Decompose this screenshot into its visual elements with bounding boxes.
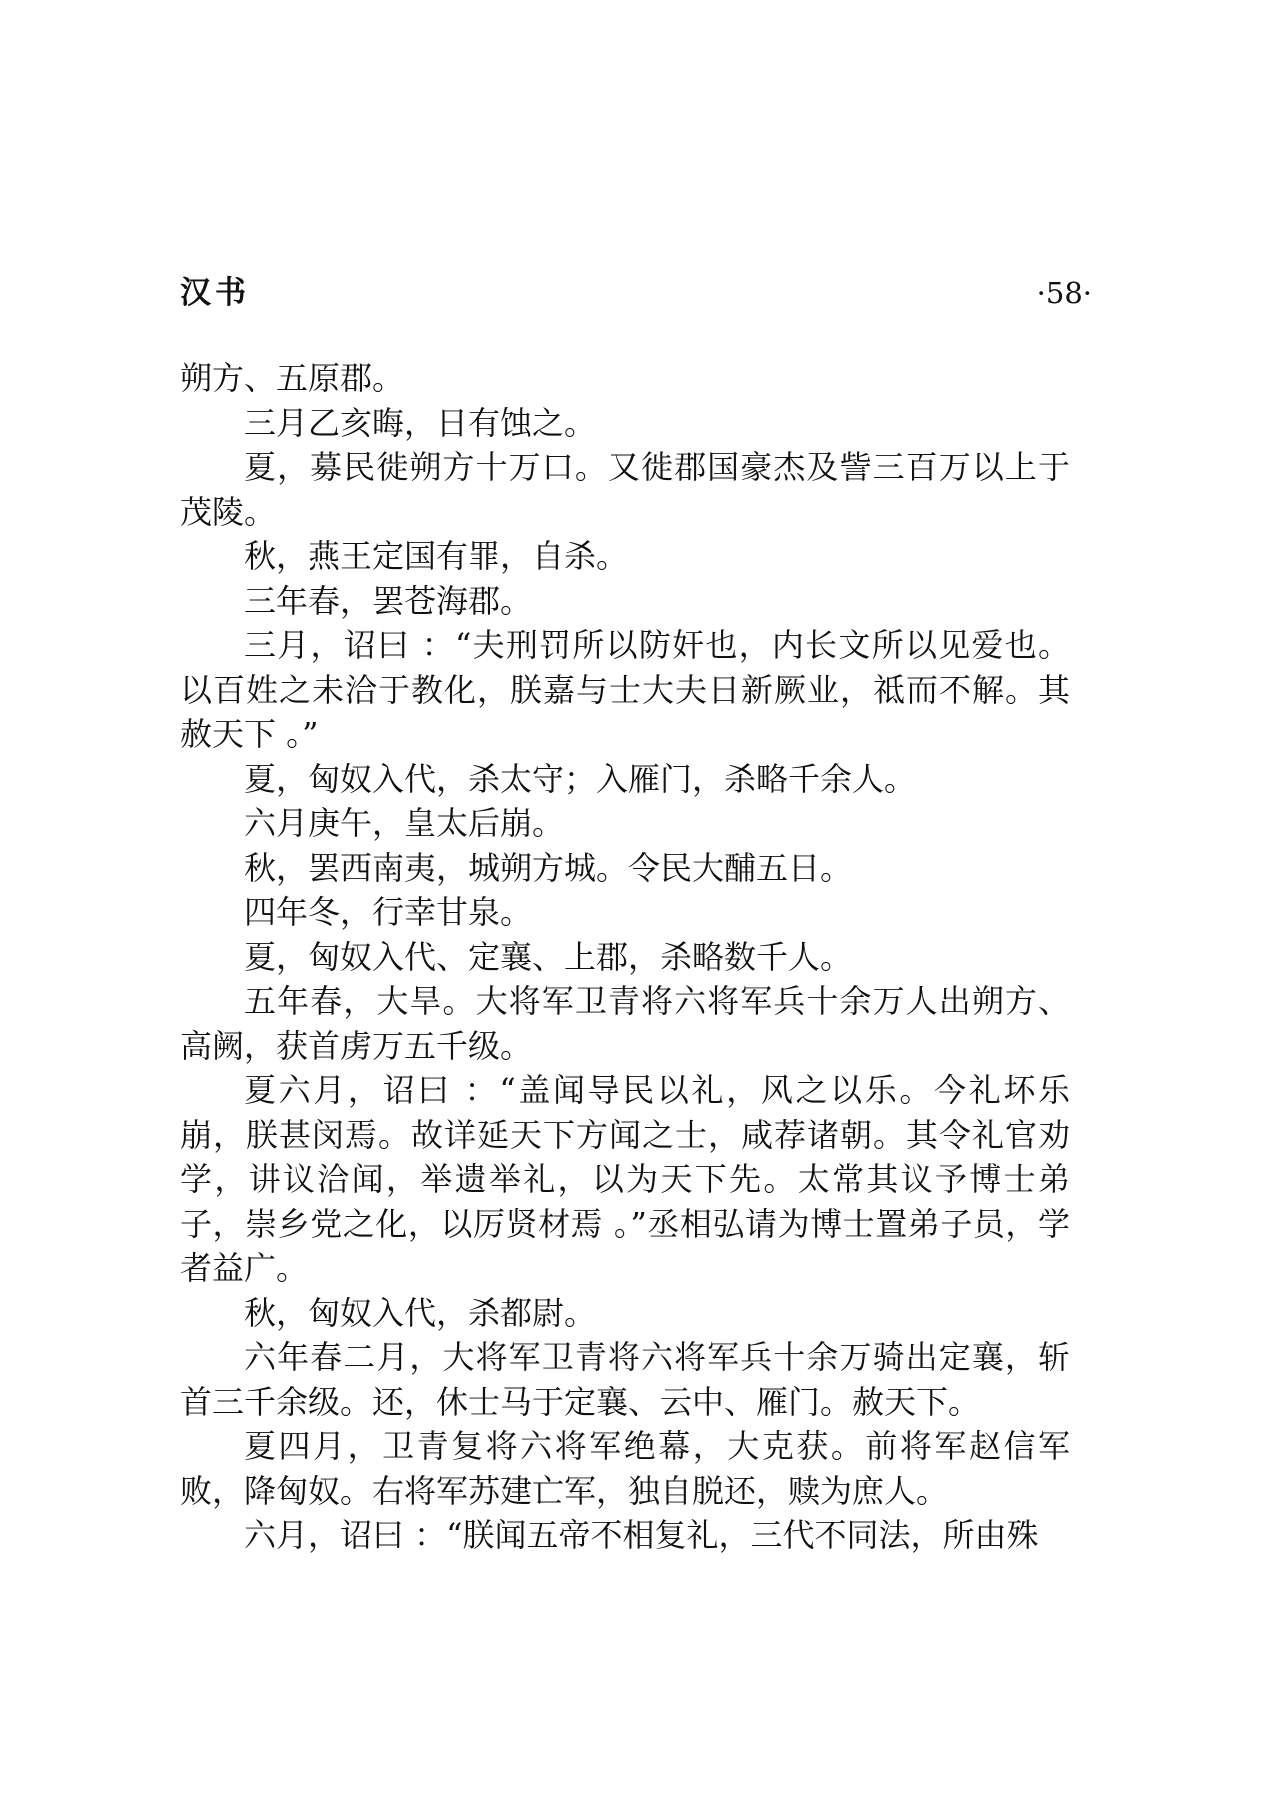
paragraph: 秋，罢西南夷，城朔方城。令民大酺五日。 (244, 848, 853, 887)
paragraph: 朔方、五原郡。 (180, 359, 405, 397)
body-text (180, 356, 1070, 1558)
paragraph: 三月，诏曰 ：“夫刑罚所以防奸也，内长文所以见爱也。以百姓之未洽于教化，朕嘉与士大夫日新厥业，祗而不解。其赦天下 。” (180, 626, 1070, 753)
paragraph: 四年冬，行幸甘泉。 (244, 893, 533, 931)
paragraph: 夏，匈奴入代、定襄、上郡，杀略数千人。 (244, 937, 853, 976)
paragraph: 三月乙亥晦，日有蚀之。 (244, 403, 597, 442)
paragraph: 秋，燕王定国有罪，自杀。 (244, 537, 629, 575)
paragraph: 夏六月，诏曰 ：“盖闻导民以礼，风之以乐。今礼坏乐崩，朕甚闵焉。故详延天下方闻之士，咸荐诸朝。其令礼官劝学，讲议洽闻，举遗举礼，以为天下先。太常其议予博士弟子，崇乡党之化，以厉贤材焉 。”丞相弘请为博士置弟子员，学者益广。 (180, 1071, 1070, 1287)
paragraph: 六月，诏曰 ：“朕闻五帝不相复礼，三代不同法，所由殊 (244, 1516, 1039, 1554)
paragraph: 秋，匈奴入代，杀都尉。 (244, 1293, 597, 1332)
page-number: ·58· (1036, 276, 1092, 310)
paragraph: 六年春二月，大将军卫青将六将军兵十余万骑出定襄，斩首三千余级。还，休士马于定襄、云中、雁门。赦天下。 (180, 1338, 1070, 1421)
paragraph: 夏四月，卫青复将六将军绝幕，大克获。前将军赵信军败，降匈奴。右将军苏建亡军，独自脱还，赎为庶人。 (180, 1427, 1070, 1510)
running-header (180, 270, 1092, 316)
paragraph: 夏，募民徙朔方十万口。又徙郡国豪杰及訾三百万以上于茂陵。 (180, 448, 1070, 531)
paragraph: 三年春，罢苍海郡。 (244, 581, 533, 620)
paragraph: 夏，匈奴入代，杀太守；入雁门，杀略千余人。 (244, 759, 917, 798)
book-title: 汉书 (180, 275, 250, 311)
paragraph: 六月庚午，皇太后崩。 (244, 804, 565, 842)
paragraph: 五年春，大旱。大将军卫青将六将军兵十余万人出朔方、高阙，获首虏万五千级。 (180, 982, 1070, 1065)
